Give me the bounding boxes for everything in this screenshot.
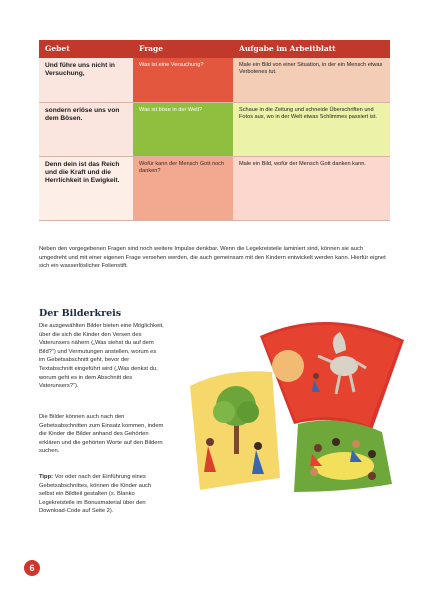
tipp-label: Tipp: (39, 474, 54, 480)
section-paragraph-2: Die Bilder können auch nach den Gebetsabschnitten zum Einsatz kommen, indem die Kinder die Bilder anhand des Gehörten erklären und die gehörten Worte auf den Bildern suchen. (39, 414, 164, 455)
table-header (39, 40, 390, 58)
intro-paragraph: Neben den vorgegebenen Fragen sind noch weitere Impulse denkbar. Wenn die Legekreisteile laminiert sind, können sie auch umgedreht und mit einer eigenen Frage versehen werden, die auch gemeinsam mit den Kindern entwickelt werden kann. Hierfür eignet sich ein wasserlöslicher Folienstift. (39, 246, 386, 270)
cell-gebet: sondern erlöse uns von dem Bösen. (39, 103, 133, 156)
tipp-text: Vor oder nach der Einführung eines Gebetsabschnittes, können die Kinder auch selbst ein Bildteil gestalten (s. Blanko Legekreisteile im Bonusmaterial über den Download-Code auf Seite 2). (39, 474, 152, 515)
section-paragraph-1: Die ausgewählten Bilder bieten eine Möglichkeit, über die sich die Kinder den Versen des Vaterunsers nähern („Was siehst du auf dem Bild?“) und Vermutungen anstellen, worum es im Gebetsabschnitt geht, bevor der Textabschnitt eingeführt wird („Was denkst du, worum geht es in dem Abschnitt des Vaterunsers?“). (39, 323, 164, 390)
tipp-paragraph (39, 473, 164, 516)
bilderkreis-illustration (168, 306, 424, 492)
cell-frage: Was ist böse in der Welt? (133, 103, 233, 156)
picture-piece-horse (260, 322, 404, 430)
prayer-table (39, 40, 390, 221)
cell-frage: Was ist eine Versuchung? (133, 58, 233, 102)
cell-aufgabe: Male ein Bild von einer Situation, in der ein Mensch etwas Verbotenes tut. (233, 58, 390, 102)
header-frage: Frage (139, 44, 164, 53)
header-gebet: Gebet (45, 44, 70, 53)
cell-gebet: Und führe uns nicht in Versuchung, (39, 58, 133, 102)
section-title: Der Bilderkreis (39, 308, 122, 319)
picture-piece-tree (190, 371, 280, 490)
cell-aufgabe: Male ein Bild, wofür der Mensch Gott danken kann. (233, 157, 390, 220)
table-row (39, 58, 390, 103)
page-number: 6 (24, 560, 40, 576)
picture-piece-circle (294, 420, 392, 492)
table-row (39, 103, 390, 157)
header-aufgabe: Aufgabe im Arbeitblatt (239, 44, 336, 53)
cell-aufgabe: Schaue in die Zeitung und schneide Überschriften und Fotos aus, wo in der Welt etwas Schlimmes passiert ist. (233, 103, 390, 156)
table-row (39, 157, 390, 221)
cell-gebet: Denn dein ist das Reich und die Kraft und die Herrlichkeit in Ewigkeit. (39, 157, 133, 220)
cell-frage: Wofür kann der Mensch Gott noch danken? (133, 157, 233, 220)
